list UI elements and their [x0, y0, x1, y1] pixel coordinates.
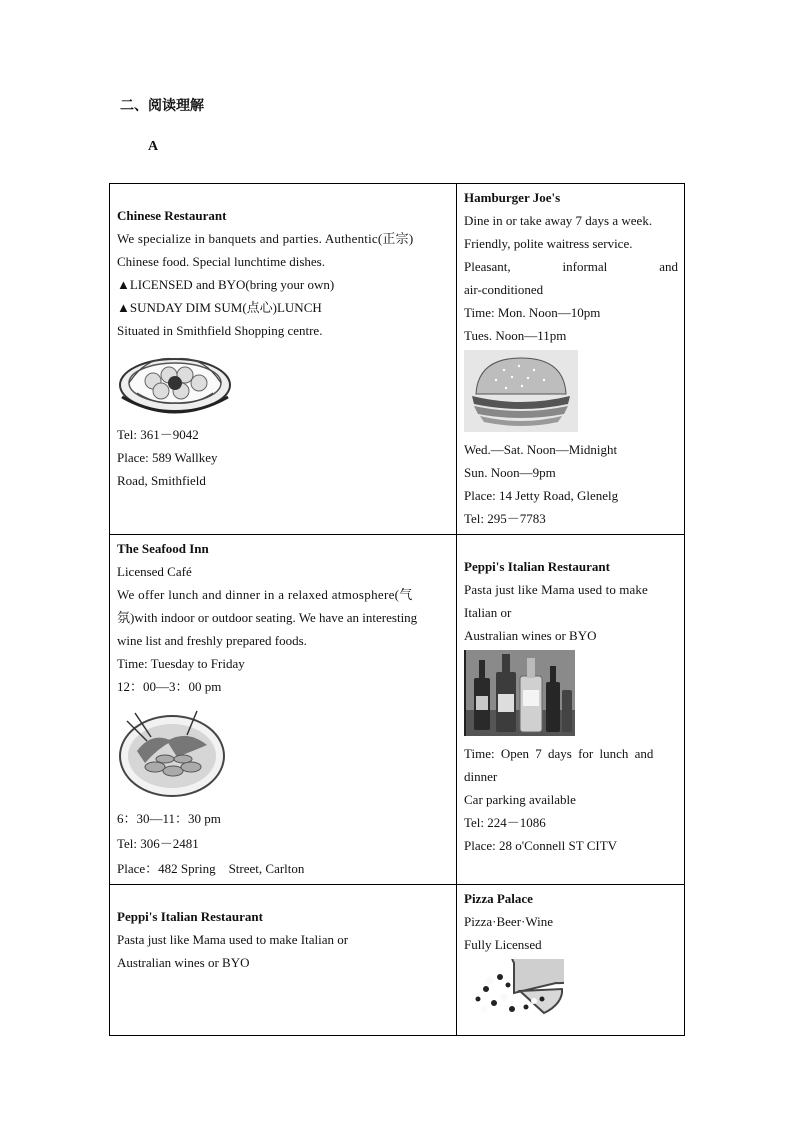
seafood-inn-tel: Tel: 306－2481	[117, 836, 199, 851]
peppis-italian-left-name: Peppi's Italian Restaurant	[117, 909, 263, 924]
hamburger-joes-tel: Tel: 295－7783	[464, 511, 546, 526]
seafood-inn-line3: 氛)with indoor or outdoor seating. We have an interesting	[117, 610, 418, 625]
chinese-restaurant-line4: ▲SUNDAY DIM SUM(点心)LUNCH	[117, 300, 322, 315]
hamburger-photo	[464, 350, 578, 432]
table-row	[110, 184, 685, 535]
seafood-inn-line2: We offer lunch and dinner in a relaxed atmosphere(气	[117, 587, 413, 602]
hamburger-joes-line3	[464, 255, 678, 278]
seafood-inn-slot2: 6：30—11：30 pm	[117, 811, 221, 826]
pizza-photo	[464, 959, 564, 1025]
peppis-italian-right-line3: Australian wines or BYO	[464, 628, 597, 643]
hamburger-joes-line4: air-conditioned	[464, 282, 544, 297]
seafood-inn-line4: wine list and freshly prepared foods.	[117, 633, 307, 648]
pizza-palace-cell	[457, 885, 685, 1036]
seafood-inn-place: Place：482 Spring Street, Carlton	[117, 861, 305, 876]
seafood-platter-photo	[117, 701, 227, 801]
seafood-inn-slot1: 12：00—3：00 pm	[117, 679, 222, 694]
seafood-inn-name: The Seafood Inn	[117, 541, 209, 556]
hamburger-joes-cell	[457, 184, 685, 535]
hamburger-joes-time4: Sun. Noon—9pm	[464, 465, 556, 480]
peppis-italian-right-time2: dinner	[464, 769, 498, 784]
restaurant-ads-table	[109, 183, 685, 1036]
peppis-italian-left-cell	[110, 885, 457, 1036]
wine-bottles-photo	[464, 650, 575, 736]
peppis-italian-right-name: Peppi's Italian Restaurant	[464, 559, 610, 574]
chinese-restaurant-line1: We specialize in banquets and parties. Authentic(正宗)	[117, 231, 414, 246]
chinese-restaurant-line2: Chinese food. Special lunchtime dishes.	[117, 254, 325, 269]
dumpling-basket-photo	[117, 345, 233, 417]
chinese-restaurant-line3: ▲LICENSED and BYO(bring your own)	[117, 277, 335, 292]
peppis-italian-right-line2: Italian or	[464, 605, 512, 620]
peppis-italian-right-tel: Tel: 224－1086	[464, 815, 546, 830]
peppis-italian-right-cell	[457, 535, 685, 885]
table-row	[110, 885, 685, 1036]
seafood-inn-line1: Licensed Café	[117, 564, 192, 579]
seafood-inn-cell	[110, 535, 457, 885]
peppis-italian-right-line1: Pasta just like Mama used to make	[464, 582, 648, 597]
hamburger-joes-line3-word3: and	[659, 259, 678, 274]
chinese-restaurant-cell	[110, 184, 457, 535]
chinese-restaurant-place2: Road, Smithfield	[117, 473, 206, 488]
seafood-inn-time: Time: Tuesday to Friday	[117, 656, 245, 671]
part-label: A	[148, 139, 159, 154]
peppis-italian-left-line2: Australian wines or BYO	[117, 955, 250, 970]
hamburger-joes-line1: Dine in or take away 7 days a week.	[464, 213, 653, 228]
table-row	[110, 535, 685, 885]
hamburger-joes-time2: Tues. Noon—11pm	[464, 328, 567, 343]
chinese-restaurant-tel: Tel: 361－9042	[117, 427, 199, 442]
peppis-italian-right-place: Place: 28 o'Connell ST CITV	[464, 838, 618, 853]
chinese-restaurant-place1: Place: 589 Wallkey	[117, 450, 218, 465]
hamburger-joes-line3-word1: Pleasant,	[464, 259, 511, 274]
chinese-restaurant-name: Chinese Restaurant	[117, 208, 227, 223]
chinese-restaurant-line5: Situated in Smithfield Shopping centre.	[117, 323, 323, 338]
hamburger-joes-name: Hamburger Joe's	[464, 190, 561, 205]
section-title: 二、阅读理解	[120, 98, 204, 114]
hamburger-joes-place: Place: 14 Jetty Road, Glenelg	[464, 488, 619, 503]
hamburger-joes-line2: Friendly, polite waitress service.	[464, 236, 633, 251]
peppis-italian-left-line1: Pasta just like Mama used to make Italian or	[117, 932, 349, 947]
hamburger-joes-line3-word2: informal	[562, 259, 608, 274]
hamburger-joes-time3: Wed.—Sat. Noon—Midnight	[464, 442, 618, 457]
pizza-palace-name: Pizza Palace	[464, 891, 533, 906]
pizza-palace-line2: Fully Licensed	[464, 937, 542, 952]
pizza-palace-line1: Pizza·Beer·Wine	[464, 914, 553, 929]
peppis-italian-right-parking: Car parking available	[464, 792, 576, 807]
hamburger-joes-time1: Time: Mon. Noon—10pm	[464, 305, 601, 320]
peppis-italian-right-time1: Time: Open 7 days for lunch and	[464, 746, 654, 761]
